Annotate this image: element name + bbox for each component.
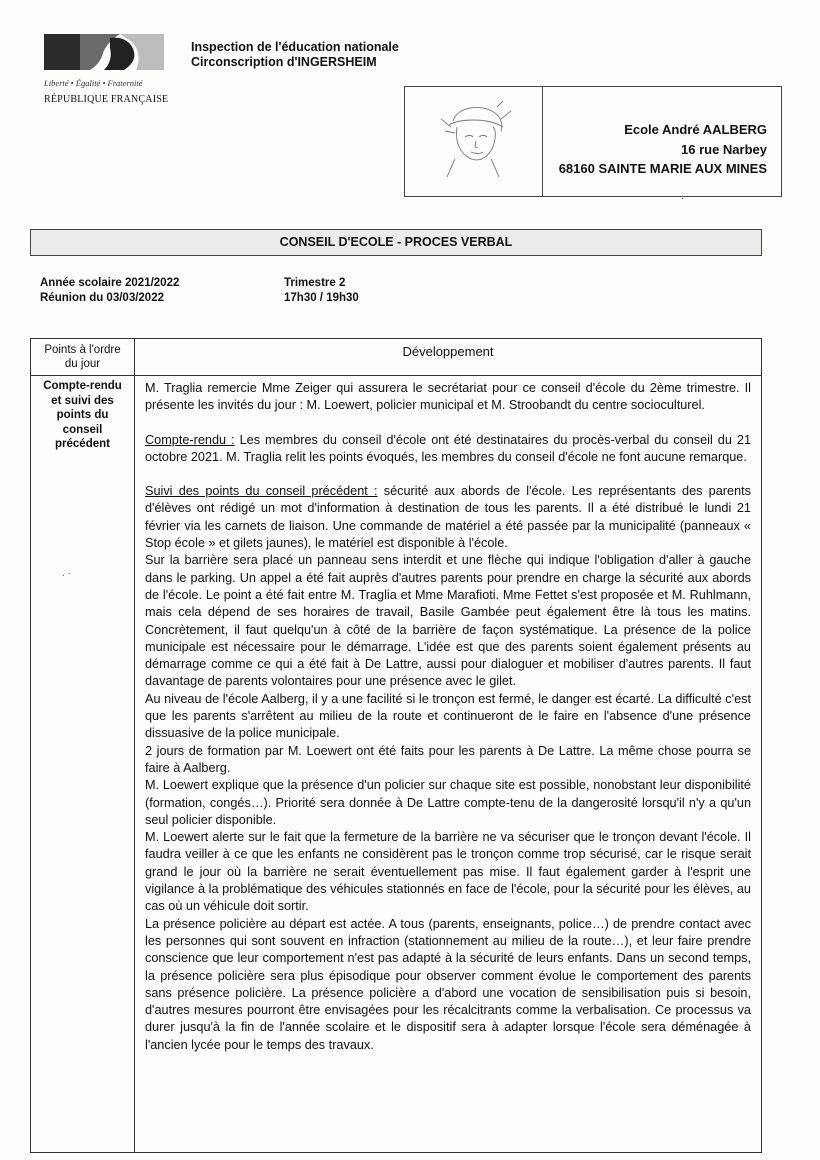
header-divider [31,375,761,376]
row-title-line: points du [56,409,109,421]
column-header-points-line2: du jour [64,358,101,370]
school-city: 68160 SAINTE MARIE AUX MINES [558,161,767,176]
development-text [145,380,751,1054]
term: Trimestre 2 [284,277,346,289]
column-header-points-line1: Points à l'ordre [44,344,121,356]
suivi-text: sécurité aux abords de l'école. Les représentants des parents d'élèves ont rédigé un mot d'information à destination de tous les parents. Il a été distribué le lundi 21 février via les carnets de liaison. Une commande de matériel a été passée par la municipalité (panneaux « Stop école » et gilets jaunes), le matériel est disponible à l'école. [145,484,751,551]
meeting-date: Réunion du 03/03/2022 [40,292,164,304]
barrier-paragraph: Sur la barrière sera placé un panneau sens interdit et une flèche qui indique l'obligation d'aller à gauche dans le parking. Un appel a été fait auprès d'autres parents pour prendre en charge la sécurité aux abords de l'école. Le point a été fait entre M. Traglia et Mme Marafioti. Mme Fettet s'est proposée et M. Ruhlmann, mais cela dépend de ses horaires de travail, Basile Gambée peut également être là tous les matins. Concrètement, il faut quelqu'un à côté de la barrière de façon systématique. La présence de la police municipale est nécessaire pour le démarrage. L'idée est que des parents soient également présents au démarrage comme ce qui a été fait à De Lattre, aussi pour dialoguer et mobiliser d'autres parents. Il faut davantage de parents volontaires pour une présence avec le gilet. [145,553,751,689]
circonscription-line: Circonscription d'INGERSHEIM [191,55,377,69]
scan-speck: . [681,191,684,202]
suivi-label: Suivi des points du conseil précédent : [145,484,378,499]
compte-rendu-label: Compte-rendu : [145,432,235,447]
barrier-warning-paragraph: M. Loewert alerte sur le fait que la fermeture de la barrière ne va sécuriser que le tronçon devant l'école. Il faudra veiller à ce que les enfants ne considèrent pas le tronçon comme trop sécurisé, car le risque serait grand le jour où la barrière ne serait éventuellement pas mise. Il faut également garder à l'esprit une vigilance à la problématique des véhicules stationnés en face de l'école, pour la sécurité pour les élèves, au cas où un véhicule doit sortir. [145,830,751,914]
column-header-development: Développement [402,344,494,359]
scan-speck: . · [62,568,71,579]
column-divider [134,339,135,1152]
meta-left [40,276,179,306]
suivi-paragraph [145,483,751,552]
school-logo-sketch [431,97,517,177]
column-header-points [31,343,134,371]
school-box-divider [542,87,543,196]
school-year: Année scolaire 2021/2022 [40,277,180,289]
logo-republic: RÉPUBLIQUE FRANÇAISE [44,94,169,105]
aalberg-paragraph: Au niveau de l'école Aalberg, il y a une facilité si le tronçon est fermé, le danger est écarté. La difficulté c'est que les parents s'arrêtent au milieu de la route et continueront de le faire en l'absence d'une présence dissuasive de la police municipale. [145,691,751,741]
meta-right [284,276,359,306]
title-bar [30,229,762,256]
police-action-paragraph: La présence policière au départ est actée. A tous (parents, enseignants, police…) de prendre contact avec les personnes qui sont souvent en infraction (stationnement au milieu de la route…), et leur faire prendre conscience que leur comportement n'est pas adapté à la sécurité de leurs enfants. Dans un second temps, la présence policière sera plus épisodique pour observer comment évolue le comportement des parents sans présence policière. La présence policière a d'abord une vocation de sensibilisation puis si besoin, d'autres mesures pourront être envisagées pour les récalcitrants comme la verbalisation. Ce processus va durer jusqu'à la fin de l'année scolaire et le dispositif sera à adapter lorsque l'école sera déménagée à l'ancien lycée pour le temps des travaux. [145,916,751,1052]
logo-motto: Liberté • Égalité • Fraternité [44,78,143,88]
school-box [404,86,782,202]
row-title [31,379,134,452]
training-paragraph: 2 jours de formation par M. Loewert ont été faits pour les parents à De Lattre. La même chose pourra se faire à Aalberg. [145,743,751,775]
intro-paragraph: M. Traglia remercie Mme Zeiger qui assurera le secrétariat pour ce conseil d'école du 2ème trimestre. Il présente les invités du jour : M. Loewert, policier municipal et M. Stroobandt du centre socioculturel. [145,381,751,413]
meeting-time: 17h30 / 19h30 [284,292,359,304]
inspection-header [191,40,399,70]
police-presence-paragraph: M. Loewert explique que la présence d'un policier sur chaque site est possible, nonobstant leur disponibilité (formation, congés…). Priorité sera donnée à De Lattre compte-tenu de la dangerosité lorsqu'il n'y a qu'un seul policier disponible. [145,778,751,827]
school-street: 16 rue Narbey [681,141,767,157]
row-title-line: conseil [62,423,103,436]
compte-rendu-paragraph [145,432,751,467]
compte-rendu-text: Les membres du conseil d'école ont été destinataires du procès-verbal du conseil du 21 octobre 2021. M. Traglia relit les points évoqués, les membres du conseil d'école ne font aucune remarque. [145,432,751,464]
school-address [559,120,767,179]
document-title: CONSEIL D'ECOLE - PROCES VERBAL [279,235,513,249]
row-title-line: et suivi des [51,394,114,407]
minutes-table [30,338,762,1153]
inspection-line: Inspection de l'éducation nationale [191,40,399,54]
school-name: Ecole André AALBERG [624,122,767,137]
row-title-line: Compte-rendu [43,380,122,392]
row-title-line: précédent [55,438,110,450]
